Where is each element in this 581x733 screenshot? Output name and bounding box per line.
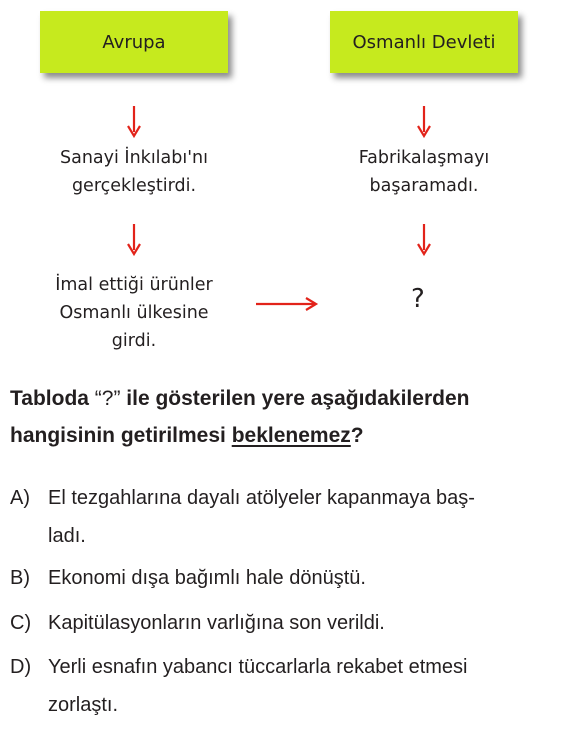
arrow-down-icon xyxy=(127,224,141,258)
arrow-down-icon xyxy=(417,224,431,258)
question-mark: ? xyxy=(411,284,425,314)
underlined-keyword: beklenemez xyxy=(231,424,351,447)
question-stem: Tabloda “?” ile gösterilen yere aşağıdakilerden hangisinin getirilmesi beklenemez? xyxy=(10,387,470,447)
option-d[interactable]: D) Yerli esnafın yabancı tüccarlarla rekabet etmesi zorlaştı. xyxy=(10,656,468,716)
arrow-down-icon xyxy=(127,106,141,140)
option-a[interactable]: A) El tezgahlarına dayalı atölyeler kapanmaya baş- ladı. xyxy=(10,487,475,547)
avrupa-box xyxy=(40,11,228,73)
avrupa-box-label: Avrupa xyxy=(102,31,166,53)
osmanli-box xyxy=(330,11,518,73)
left-step2-text: İmal ettiği ürünler Osmanlı ülkesine girdi. xyxy=(55,275,213,351)
option-c[interactable]: C) Kapitülasyonların varlığına son verildi. xyxy=(10,612,385,634)
option-b[interactable]: B) Ekonomi dışa bağımlı hale dönüştü. xyxy=(10,567,366,589)
left-step1-text: Sanayi İnkılabı'nı gerçekleştirdi. xyxy=(60,148,208,196)
arrow-right-icon xyxy=(256,297,320,311)
arrow-down-icon xyxy=(417,106,431,140)
osmanli-box-label: Osmanlı Devleti xyxy=(352,31,496,53)
right-step1-text: Fabrikalaşmayı başaramadı. xyxy=(358,148,490,196)
